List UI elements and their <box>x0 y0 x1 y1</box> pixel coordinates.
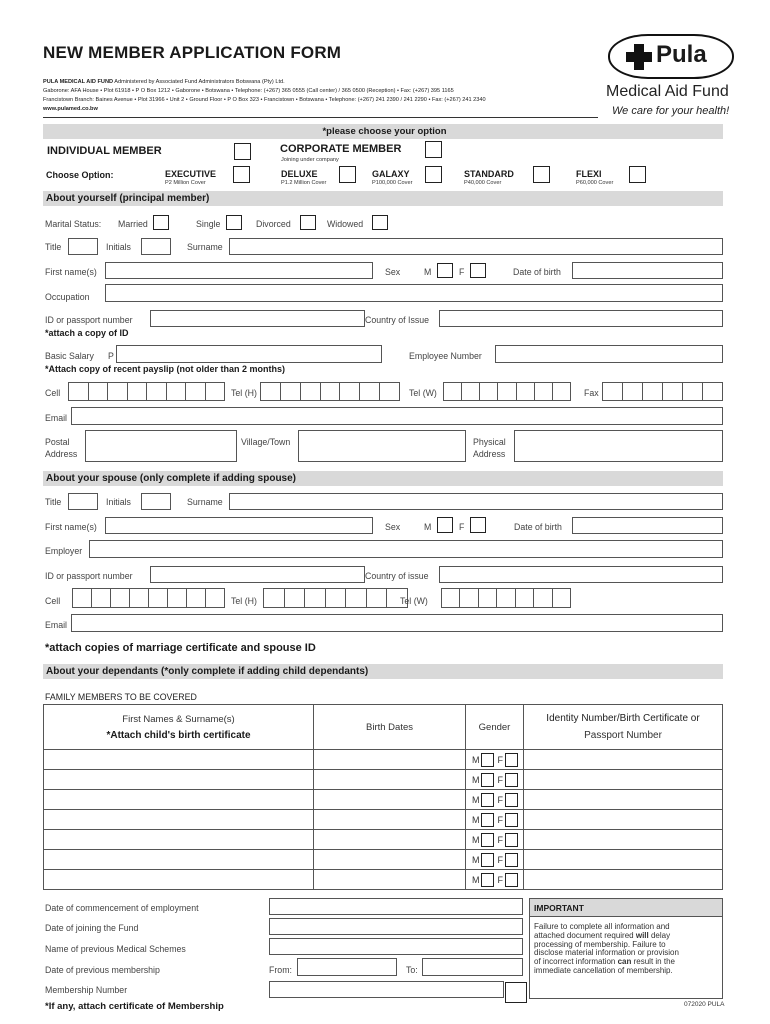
dependant-birthdate-cell[interactable] <box>314 770 466 790</box>
family-members-label: FAMILY MEMBERS TO BE COVERED <box>45 692 197 702</box>
spouse-cell-field[interactable] <box>72 588 225 608</box>
postal-label: Postal <box>45 437 70 447</box>
corporate-member-checkbox[interactable] <box>425 141 442 158</box>
option-standard-label: STANDARD <box>464 169 514 179</box>
choose-option-label: Choose Option: <box>46 170 114 180</box>
important-box <box>529 898 723 999</box>
sex-label: Sex <box>385 267 401 277</box>
dependant-id-cell[interactable] <box>524 770 723 790</box>
tel-h-label: Tel (H) <box>231 388 257 398</box>
tel-h-field[interactable] <box>260 382 400 401</box>
dependant-id-cell[interactable] <box>524 810 723 830</box>
form-title: NEW MEMBER APPLICATION FORM <box>43 43 342 62</box>
dependant-birthdate-cell[interactable] <box>314 810 466 830</box>
spouse-sex-m-label: M <box>424 522 432 532</box>
divorced-checkbox[interactable] <box>300 215 316 230</box>
dependant-name-cell[interactable] <box>44 750 314 770</box>
initials-label: Initials <box>106 242 131 252</box>
spouse-sex-m-checkbox[interactable] <box>437 517 453 533</box>
gender-f-label: F <box>497 774 503 785</box>
gender-f-label: F <box>497 834 503 845</box>
dependants-table-header <box>44 705 723 750</box>
option-flexi-checkbox[interactable] <box>629 166 646 183</box>
spouse-tel-h-field[interactable] <box>263 588 408 608</box>
spouse-email-field[interactable] <box>71 614 723 632</box>
spouse-title-field[interactable] <box>68 493 98 510</box>
spouse-sex-f-label: F <box>459 522 465 532</box>
dependant-gender-cell <box>466 870 524 890</box>
spouse-dob-label: Date of birth <box>514 522 562 532</box>
logo-brand: Pula <box>656 41 707 68</box>
spouse-title-label: Title <box>45 497 62 507</box>
corporate-sub-label: Joining under company <box>281 157 339 163</box>
form-code: 072020 PULA <box>684 1001 725 1008</box>
dob-field[interactable] <box>572 262 723 279</box>
dependant-name-cell[interactable] <box>44 770 314 790</box>
dependant-row <box>44 870 723 890</box>
joining-label: Date of joining the Fund <box>45 923 139 933</box>
dependant-birthdate-cell[interactable] <box>314 790 466 810</box>
sex-f-label: F <box>459 267 465 277</box>
spouse-country-issue-label: Country of issue <box>365 571 429 581</box>
dependant-gender-cell <box>466 790 524 810</box>
dependant-row <box>44 770 723 790</box>
email-field[interactable] <box>71 407 723 425</box>
gender-m-checkbox[interactable] <box>481 833 494 847</box>
membership-number-field[interactable] <box>269 981 504 998</box>
gender-f-checkbox[interactable] <box>505 773 518 787</box>
pula-logo <box>608 34 734 79</box>
gender-f-checkbox[interactable] <box>505 753 518 767</box>
dependant-name-cell[interactable] <box>44 850 314 870</box>
spouse-dob-field[interactable] <box>572 517 723 534</box>
spouse-country-issue-field[interactable] <box>439 566 723 583</box>
previous-membership-label: Date of previous membership <box>45 965 160 975</box>
dependant-id-cell[interactable] <box>524 870 723 890</box>
dependant-id-cell[interactable] <box>524 790 723 810</box>
membership-certificate-checkbox[interactable] <box>505 982 527 1003</box>
country-issue-label: Country of Issue <box>365 315 430 325</box>
spouse-heading: About your spouse (only complete if adding spouse) <box>43 471 723 486</box>
header-divider <box>43 117 598 118</box>
commencement-field[interactable] <box>269 898 523 915</box>
gender-m-label: M <box>472 874 480 885</box>
spouse-employer-label: Employer <box>45 546 83 556</box>
to-field[interactable] <box>422 958 523 976</box>
spouse-id-passport-field[interactable] <box>150 566 365 583</box>
option-executive-checkbox[interactable] <box>233 166 250 183</box>
dependant-birthdate-cell[interactable] <box>314 750 466 770</box>
physical-address-label: Address <box>473 449 506 459</box>
spouse-first-names-label: First name(s) <box>45 522 97 532</box>
fax-label: Fax <box>584 388 599 398</box>
gender-m-checkbox[interactable] <box>481 773 494 787</box>
dependant-row <box>44 850 723 870</box>
first-names-field[interactable] <box>105 262 373 279</box>
dependant-row <box>44 810 723 830</box>
country-issue-field[interactable] <box>439 310 723 327</box>
col-birth-header: Birth Dates <box>314 705 466 750</box>
col-names-header: First Names & Surname(s) *Attach child's birth certificate <box>44 705 314 750</box>
spouse-sex-label: Sex <box>385 522 401 532</box>
gender-m-checkbox[interactable] <box>481 813 494 827</box>
gender-f-label: F <box>497 754 503 765</box>
physical-address-field[interactable] <box>514 430 723 462</box>
widowed-checkbox[interactable] <box>372 215 388 230</box>
gender-m-checkbox[interactable] <box>481 873 494 887</box>
currency-label: P <box>108 351 114 361</box>
website-link[interactable]: www.pulamed.co.bw <box>43 106 98 112</box>
previous-schemes-field[interactable] <box>269 938 523 955</box>
sex-m-checkbox[interactable] <box>437 263 453 278</box>
cross-icon <box>626 44 652 70</box>
dependant-row <box>44 830 723 850</box>
spouse-surname-field[interactable] <box>229 493 723 510</box>
from-label: From: <box>269 965 292 975</box>
gender-f-label: F <box>497 814 503 825</box>
gender-m-label: M <box>472 774 480 785</box>
dependant-gender-cell <box>466 770 524 790</box>
attach-certificate-note: *If any, attach certificate of Membership <box>45 1001 224 1012</box>
employee-number-field[interactable] <box>495 345 723 363</box>
dependant-gender-cell <box>466 810 524 830</box>
logo-tagline: We care for your health! <box>612 105 730 117</box>
option-standard-checkbox[interactable] <box>533 166 550 183</box>
previous-schemes-label: Name of previous Medical Schemes <box>45 944 186 954</box>
from-field[interactable] <box>297 958 397 976</box>
gender-m-label: M <box>472 854 480 865</box>
col-id-header: Identity Number/Birth Certificate or Passport Number <box>524 705 723 750</box>
option-deluxe-cover: P1.2 Million Cover <box>281 180 327 186</box>
dependant-gender-cell <box>466 750 524 770</box>
gender-m-label: M <box>472 814 480 825</box>
logo-subtitle: Medical Aid Fund <box>606 83 729 100</box>
spouse-employer-field[interactable] <box>89 540 723 558</box>
dob-label: Date of birth <box>513 267 561 277</box>
id-passport-label: ID or passport number <box>45 315 133 325</box>
gender-f-checkbox[interactable] <box>505 853 518 867</box>
org-line: PULA MEDICAL AID FUND Administered by Associated Fund Administrators Botswana (Pty) Ltd. <box>43 79 285 85</box>
address-gaborone: Gaborone: AFA House • Plot 61918 • P O Box 1212 • Gaborone • Botswana • Telephone: (+267) 365 0555 (Call center) / 365 0500 (Reception) • Fax: (+267) 395 1165 <box>43 88 454 94</box>
option-galaxy-label: GALAXY <box>372 169 410 179</box>
dependants-heading: About your dependants (*only complete if adding child dependants) <box>43 664 723 679</box>
dependant-row <box>44 790 723 810</box>
gender-f-checkbox[interactable] <box>505 813 518 827</box>
gender-f-label: F <box>497 874 503 885</box>
spouse-id-passport-label: ID or passport number <box>45 571 133 581</box>
fax-field[interactable] <box>602 382 723 401</box>
sex-f-checkbox[interactable] <box>470 263 486 278</box>
col-gender-header: Gender <box>466 705 524 750</box>
cell-field[interactable] <box>68 382 225 401</box>
dependant-name-cell[interactable] <box>44 810 314 830</box>
sex-m-label: M <box>424 267 432 277</box>
single-checkbox[interactable] <box>226 215 242 230</box>
dependant-gender-cell <box>466 850 524 870</box>
dependant-id-cell[interactable] <box>524 750 723 770</box>
option-flexi-label: FLEXI <box>576 169 602 179</box>
dependant-name-cell[interactable] <box>44 830 314 850</box>
married-label: Married <box>118 219 148 229</box>
spouse-attach-note: *attach copies of marriage certificate and spouse ID <box>45 642 316 654</box>
gender-m-label: M <box>472 834 480 845</box>
widowed-label: Widowed <box>327 219 364 229</box>
occupation-label: Occupation <box>45 292 90 302</box>
id-passport-field[interactable] <box>150 310 365 327</box>
gender-f-checkbox[interactable] <box>505 793 518 807</box>
dependant-birthdate-cell[interactable] <box>314 870 466 890</box>
basic-salary-field[interactable] <box>116 345 382 363</box>
married-checkbox[interactable] <box>153 215 169 230</box>
option-executive-label: EXECUTIVE <box>165 169 217 179</box>
divorced-label: Divorced <box>256 219 291 229</box>
dependant-id-cell[interactable] <box>524 830 723 850</box>
postal-address-field[interactable] <box>85 430 237 462</box>
attach-id-note: *attach a copy of ID <box>45 328 129 338</box>
spouse-tel-w-label: Tel (W) <box>400 596 428 606</box>
gender-m-checkbox[interactable] <box>481 853 494 867</box>
spouse-cell-label: Cell <box>45 596 61 606</box>
option-deluxe-checkbox[interactable] <box>339 166 356 183</box>
cell-label: Cell <box>45 388 61 398</box>
to-label: To: <box>406 965 418 975</box>
first-names-label: First name(s) <box>45 267 97 277</box>
gender-f-checkbox[interactable] <box>505 873 518 887</box>
marital-status-label: Marital Status: <box>45 219 102 229</box>
postal-address-label: Address <box>45 449 78 459</box>
option-executive-cover: P2 Million Cover <box>165 180 206 186</box>
employee-number-label: Employee Number <box>409 351 482 361</box>
tel-w-field[interactable] <box>443 382 571 401</box>
spouse-first-names-field[interactable] <box>105 517 373 534</box>
option-standard-cover: P40,000 Cover <box>464 180 502 186</box>
attach-payslip-note: *Attach copy of recent payslip (not older than 2 months) <box>45 364 286 374</box>
title-field[interactable] <box>68 238 98 255</box>
spouse-tel-w-field[interactable] <box>441 588 571 608</box>
important-heading: IMPORTANT <box>530 899 722 917</box>
surname-field[interactable] <box>229 238 723 255</box>
gender-m-checkbox[interactable] <box>481 793 494 807</box>
option-galaxy-cover: P100,000 Cover <box>372 180 413 186</box>
dependant-name-cell[interactable] <box>44 790 314 810</box>
tel-w-label: Tel (W) <box>409 388 437 398</box>
gender-f-label: F <box>497 854 503 865</box>
dependant-birthdate-cell[interactable] <box>314 830 466 850</box>
village-town-field[interactable] <box>298 430 466 462</box>
gender-f-checkbox[interactable] <box>505 833 518 847</box>
option-galaxy-checkbox[interactable] <box>425 166 442 183</box>
title-label: Title <box>45 242 62 252</box>
email-label: Email <box>45 413 67 423</box>
dependant-gender-cell <box>466 830 524 850</box>
dependant-row <box>44 750 723 770</box>
important-text: Failure to complete all information and attached document required will delay processing of membership. Failure to disclose material information or provision of incorrect information can result in the immediate cancellation of membership. <box>534 922 679 975</box>
basic-salary-label: Basic Salary <box>45 351 94 361</box>
joining-field[interactable] <box>269 918 523 935</box>
commencement-label: Date of commencement of employment <box>45 903 199 913</box>
gender-m-checkbox[interactable] <box>481 753 494 767</box>
corporate-member-label: CORPORATE MEMBER <box>280 143 402 155</box>
option-flexi-cover: P60,000 Cover <box>576 180 614 186</box>
individual-member-checkbox[interactable] <box>234 143 251 160</box>
gender-f-label: F <box>497 794 503 805</box>
surname-label: Surname <box>187 242 223 252</box>
membership-number-label: Membership Number <box>45 985 128 995</box>
choose-note: *please choose your option <box>43 124 723 139</box>
spouse-surname-label: Surname <box>187 497 223 507</box>
individual-member-label: INDIVIDUAL MEMBER <box>47 145 162 157</box>
dependants-table <box>43 704 723 890</box>
gender-m-label: M <box>472 794 480 805</box>
spouse-email-label: Email <box>45 620 67 630</box>
occupation-field[interactable] <box>105 284 723 302</box>
spouse-initials-field[interactable] <box>141 493 171 510</box>
single-label: Single <box>196 219 221 229</box>
spouse-tel-h-label: Tel (H) <box>231 596 257 606</box>
physical-label: Physical <box>473 437 506 447</box>
dependant-birthdate-cell[interactable] <box>314 850 466 870</box>
address-francistown: Francistown Branch: Baines Avenue • Plot 31966 • Unit 2 • Ground Floor • P O Box 323 • Francistown • Botswana • Telephone: (+267) 241 2390 / 241 2290 • Fax: (+267) 241 2340 <box>43 97 486 103</box>
option-deluxe-label: DELUXE <box>281 169 318 179</box>
spouse-initials-label: Initials <box>106 497 131 507</box>
spouse-sex-f-checkbox[interactable] <box>470 517 486 533</box>
about-yourself-heading: About yourself (principal member) <box>43 191 723 206</box>
dependant-name-cell[interactable] <box>44 870 314 890</box>
initials-field[interactable] <box>141 238 171 255</box>
village-town-label: Village/Town <box>241 437 291 447</box>
dependant-id-cell[interactable] <box>524 850 723 870</box>
gender-m-label: M <box>472 754 480 765</box>
